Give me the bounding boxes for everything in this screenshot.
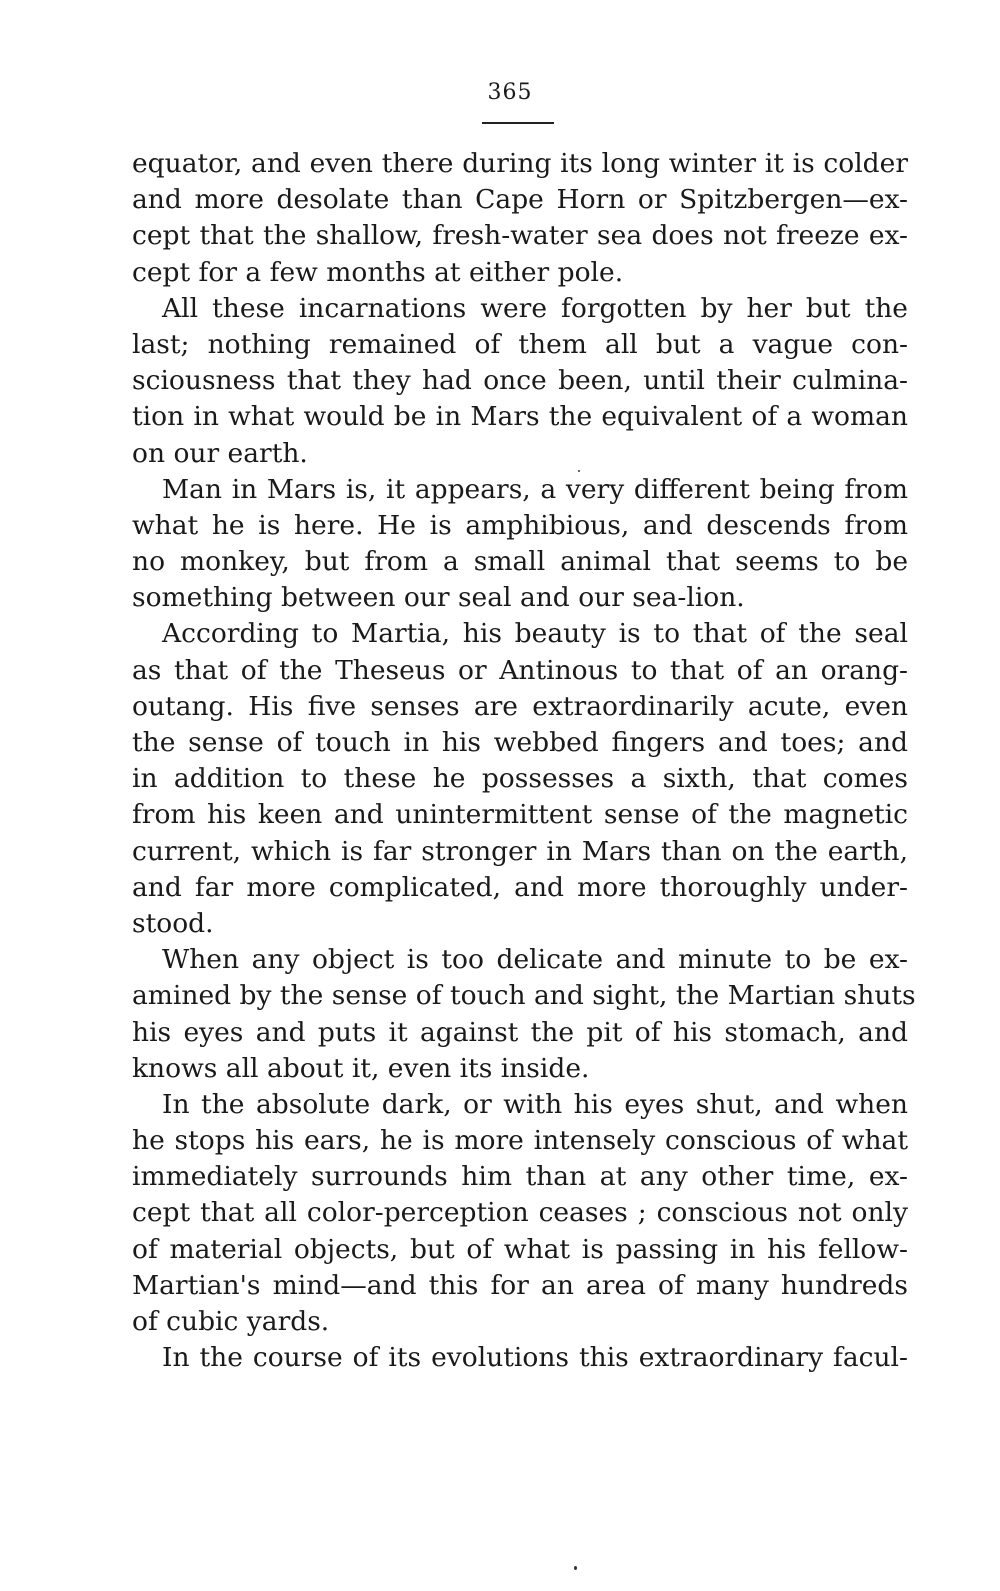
text-line: in addition to these he possesses a sixth, that comes [132, 763, 908, 795]
text-line: no monkey, but from a small animal that seems to be [132, 546, 908, 578]
text-line: his eyes and puts it against the pit of his stomach, and [132, 1016, 908, 1048]
paragraph-start-line: According to Martia, his beauty is to that of the seal [162, 618, 908, 650]
ink-speck [574, 1566, 577, 1570]
paragraph-start-line: When any object is too delicate and minute to be ex- [162, 944, 908, 976]
text-line: the sense of touch in his webbed fingers and toes; and [132, 727, 908, 758]
text-line: something between our seal and our sea-lion. [132, 582, 745, 614]
page-number-rule [482, 122, 554, 124]
text-line: as that of the Theseus or Antinous to that of an orang- [132, 654, 908, 686]
text-line: amined by the sense of touch and sight, the Martian shuts [132, 980, 916, 1012]
ink-speck [578, 470, 580, 472]
paragraph-start-line: In the course of its evolutions this extraordinary facul- [162, 1342, 908, 1374]
text-line: cept that all color-perception ceases ; conscious not only [132, 1197, 908, 1229]
paragraph-start-line: Man in Mars is, it appears, a very different being from [162, 473, 908, 505]
paragraph-start-line: All these incarnations were forgotten by her but the [162, 292, 908, 324]
text-line: cept that the shallow, fresh-water sea does not freeze ex- [132, 220, 908, 252]
text-line: of material objects, but of what is passing in his fellow- [132, 1233, 908, 1265]
text-line: and far more complicated, and more thoroughly under- [132, 871, 908, 903]
page-number: 365 [487, 80, 533, 105]
text-line: of cubic yards. [132, 1306, 330, 1337]
text-line: on our earth. [132, 437, 308, 469]
text-line: from his keen and unintermittent sense of the magnetic [132, 799, 908, 831]
text-line: sciousness that they had once been, until their culmina- [132, 365, 908, 397]
text-line: knows all about it, even its inside. [132, 1052, 590, 1084]
text-line: what he is here. He is amphibious, and descends from [132, 509, 908, 541]
paragraph-start-line: In the absolute dark, or with his eyes shut, and when [162, 1088, 908, 1120]
text-line: last; nothing remained of them all but a vague con- [132, 328, 908, 360]
text-line: tion in what would be in Mars the equivalent of a woman [132, 401, 908, 433]
text-line: stood. [132, 907, 214, 939]
text-line: cept for a few months at either pole. [132, 256, 624, 288]
text-line: Martian's mind—and this for an area of many hundreds [132, 1269, 908, 1301]
text-line: he stops his ears, he is more intensely conscious of what [132, 1125, 908, 1157]
text-line: and more desolate than Cape Horn or Spitzbergen—ex- [132, 184, 908, 216]
text-line: immediately surrounds him than at any other time, ex- [132, 1161, 908, 1193]
body-text [132, 146, 916, 1376]
text-line: current, which is far stronger in Mars than on the earth, [132, 835, 908, 867]
text-line: outang. His five senses are extraordinarily acute, even [132, 690, 908, 722]
text-line: equator, and even there during its long winter it is colder [132, 148, 908, 179]
